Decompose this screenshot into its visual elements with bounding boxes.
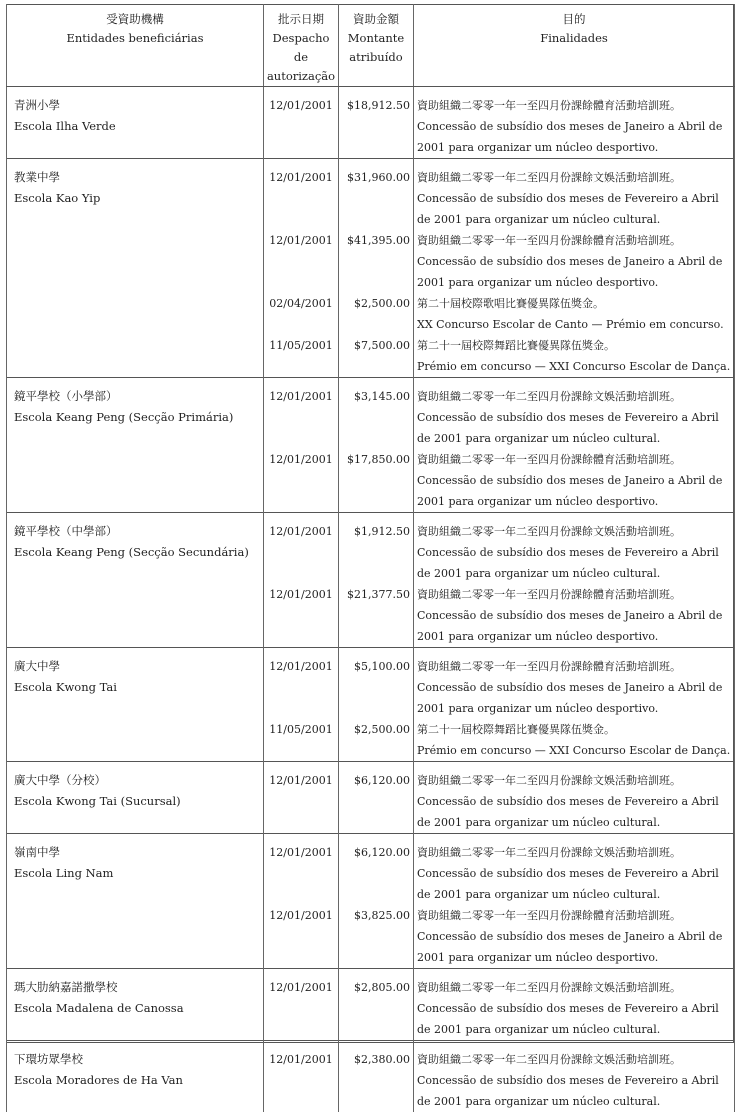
amount-cell [339, 513, 414, 648]
grant-date: 12/01/2001 [264, 87, 338, 158]
grant-purpose [414, 719, 734, 761]
grant-purpose [414, 87, 734, 158]
purpose-line: 資助組織二零零一年一至四月份課餘體育活動培訓班。 [417, 905, 732, 926]
purpose-line: 2001 para organizar um núcleo desportivo. [417, 491, 732, 512]
table-header [7, 4, 735, 87]
entity-name [7, 87, 263, 137]
grant-amount: $2,380.00 [339, 1041, 413, 1112]
grant-amount: $1,912.50 [339, 513, 413, 584]
purpose-cell [414, 159, 735, 378]
purpose-line: Concessão de subsídio dos meses de Fevereiro a Abril [417, 542, 732, 563]
grant-purpose [414, 159, 734, 230]
table-row [7, 969, 735, 1041]
grant-date: 12/01/2001 [264, 905, 338, 968]
grant-amount: $18,912.50 [339, 87, 413, 158]
grant-purpose [414, 230, 734, 293]
table-row [7, 648, 735, 762]
grant-date: 12/01/2001 [264, 969, 338, 1040]
amount-cell [339, 834, 414, 969]
purpose-line: 2001 para organizar um núcleo desportivo. [417, 947, 732, 968]
grant-amount: $21,377.50 [339, 584, 413, 647]
entity-cell [7, 159, 264, 378]
entity-name [7, 513, 263, 563]
purpose-line: 資助組織二零零一年二至四月份課餘文娛活動培訓班。 [417, 977, 732, 998]
date-cell [264, 513, 339, 648]
grant-amount: $2,500.00 [339, 293, 413, 335]
purpose-cell [414, 762, 735, 834]
purpose-line: 2001 para organizar um núcleo desportivo. [417, 626, 732, 647]
purpose-line: Concessão de subsídio dos meses de Fevereiro a Abril [417, 407, 732, 428]
table-row [7, 87, 735, 159]
entity-name-pt: Escola Ling Nam [14, 863, 263, 884]
entity-cell [7, 1041, 264, 1112]
date-cell [264, 834, 339, 969]
purpose-line: 資助組織二零零一年一至四月份課餘體育活動培訓班。 [417, 230, 732, 251]
grant-date: 12/01/2001 [264, 378, 338, 449]
entity-name-zh: 鏡平學校（中學部） [14, 521, 263, 542]
grant-date: 02/04/2001 [264, 293, 338, 335]
entity-name-pt: Escola Kao Yip [14, 188, 263, 209]
purpose-line: 資助組織二零零一年一至四月份課餘體育活動培訓班。 [417, 449, 732, 470]
table-row [7, 159, 735, 378]
purpose-line: XX Concurso Escolar de Canto — Prémio em concurso. [417, 314, 732, 335]
amount-cell [339, 159, 414, 378]
date-cell [264, 762, 339, 834]
purpose-line: 資助組織二零零一年一至四月份課餘體育活動培訓班。 [417, 656, 732, 677]
grant-amount: $6,120.00 [339, 834, 413, 905]
header-entity: 受資助機構 Entidades beneficiárias [7, 4, 264, 87]
grant-purpose [414, 905, 734, 968]
entity-name [7, 762, 263, 812]
grant-amount: $3,145.00 [339, 378, 413, 449]
grant-date: 12/01/2001 [264, 513, 338, 584]
purpose-line: 資助組織二零零一年二至四月份課餘文娛活動培訓班。 [417, 770, 732, 791]
grant-purpose [414, 293, 734, 335]
grant-purpose [414, 648, 734, 719]
grant-amount: $17,850.00 [339, 449, 413, 512]
purpose-cell [414, 378, 735, 513]
amount-cell [339, 648, 414, 762]
purpose-line: 資助組織二零零一年一至四月份課餘體育活動培訓班。 [417, 95, 732, 116]
table-row [7, 513, 735, 648]
purpose-line: Concessão de subsídio dos meses de Fevereiro a Abril [417, 998, 732, 1019]
purpose-line: Concessão de subsídio dos meses de Janeiro a Abril de [417, 677, 732, 698]
amount-cell [339, 87, 414, 159]
purpose-cell [414, 513, 735, 648]
purpose-line: Concessão de subsídio dos meses de Janeiro a Abril de [417, 116, 732, 137]
date-cell [264, 159, 339, 378]
grant-amount: $6,120.00 [339, 762, 413, 833]
purpose-line: 資助組織二零零一年二至四月份課餘文娛活動培訓班。 [417, 521, 732, 542]
purpose-cell [414, 648, 735, 762]
date-cell [264, 969, 339, 1041]
entity-name [7, 648, 263, 698]
date-cell [264, 87, 339, 159]
grant-amount: $41,395.00 [339, 230, 413, 293]
entity-name-pt: Escola Kwong Tai (Sucursal) [14, 791, 263, 812]
entity-name-zh: 廣大中學 [14, 656, 263, 677]
purpose-cell [414, 1041, 735, 1112]
purpose-line: 第二十一屆校際舞蹈比賽優異隊伍獎金。 [417, 335, 732, 356]
purpose-line: de 2001 para organizar um núcleo cultural. [417, 1091, 732, 1112]
purpose-line: 資助組織二零零一年二至四月份課餘文娛活動培訓班。 [417, 1049, 732, 1070]
grant-date: 12/01/2001 [264, 762, 338, 833]
grant-date: 12/01/2001 [264, 1041, 338, 1112]
entity-name-zh: 瑪大肋納嘉諾撒學校 [14, 977, 263, 998]
header-amount: 資助金額 Montante atribuído [339, 4, 414, 87]
grant-date: 11/05/2001 [264, 719, 338, 761]
header-date: 批示日期 Despacho de autorização [264, 4, 339, 87]
amount-cell [339, 1041, 414, 1112]
purpose-line: Concessão de subsídio dos meses de Fevereiro a Abril [417, 1070, 732, 1091]
purpose-line: 2001 para organizar um núcleo desportivo. [417, 272, 732, 293]
grant-date: 12/01/2001 [264, 230, 338, 293]
entity-name-pt: Escola Moradores de Ha Van [14, 1070, 263, 1091]
grant-purpose [414, 762, 734, 833]
purpose-line: 2001 para organizar um núcleo desportivo. [417, 137, 732, 158]
grant-date: 12/01/2001 [264, 584, 338, 647]
date-cell [264, 378, 339, 513]
entity-name-pt: Escola Ilha Verde [14, 116, 263, 137]
entity-name-zh: 下環坊眾學校 [14, 1049, 263, 1070]
purpose-line: 資助組織二零零一年二至四月份課餘文娛活動培訓班。 [417, 386, 732, 407]
date-cell [264, 1041, 339, 1112]
entity-name [7, 1041, 263, 1091]
entity-name-zh: 廣大中學（分校） [14, 770, 263, 791]
entity-name-zh: 教業中學 [14, 167, 263, 188]
grant-amount: $2,805.00 [339, 969, 413, 1040]
purpose-line: de 2001 para organizar um núcleo cultural. [417, 563, 732, 584]
purpose-line: Concessão de subsídio dos meses de Janeiro a Abril de [417, 470, 732, 491]
entity-cell [7, 648, 264, 762]
date-cell [264, 648, 339, 762]
grant-amount: $7,500.00 [339, 335, 413, 377]
grant-date: 11/05/2001 [264, 335, 338, 377]
table-row [7, 762, 735, 834]
entity-name [7, 159, 263, 209]
purpose-line: de 2001 para organizar um núcleo cultural. [417, 1019, 732, 1040]
purpose-line: de 2001 para organizar um núcleo cultural. [417, 428, 732, 449]
entity-name-pt: Escola Kwong Tai [14, 677, 263, 698]
entity-name [7, 969, 263, 1019]
entity-cell [7, 834, 264, 969]
entity-cell [7, 87, 264, 159]
purpose-line: 資助組織二零零一年二至四月份課餘文娛活動培訓班。 [417, 167, 732, 188]
grant-purpose [414, 378, 734, 449]
purpose-line: Concessão de subsídio dos meses de Janeiro a Abril de [417, 926, 732, 947]
purpose-line: 2001 para organizar um núcleo desportivo. [417, 698, 732, 719]
purpose-line: de 2001 para organizar um núcleo cultural. [417, 884, 732, 905]
grant-purpose [414, 513, 734, 584]
purpose-line: Concessão de subsídio dos meses de Fevereiro a Abril [417, 791, 732, 812]
purpose-line: 第二十屆校際歌唱比賽優異隊伍獎金。 [417, 293, 732, 314]
table-row [7, 834, 735, 969]
header-purpose: 目的 Finalidades [414, 4, 735, 87]
entity-name-zh: 青洲小學 [14, 95, 263, 116]
entity-name [7, 834, 263, 884]
entity-cell [7, 969, 264, 1041]
grants-table [6, 4, 735, 1112]
purpose-line: Prémio em concurso — XXI Concurso Escolar de Dança. [417, 740, 732, 761]
entity-name-pt: Escola Keang Peng (Secção Primária) [14, 407, 263, 428]
grant-date: 12/01/2001 [264, 159, 338, 230]
amount-cell [339, 378, 414, 513]
grant-amount: $2,500.00 [339, 719, 413, 761]
purpose-cell [414, 87, 735, 159]
grant-purpose [414, 335, 734, 377]
purpose-cell [414, 969, 735, 1041]
entity-name-pt: Escola Madalena de Canossa [14, 998, 263, 1019]
purpose-line: 資助組織二零零一年一至四月份課餘體育活動培訓班。 [417, 584, 732, 605]
grant-date: 12/01/2001 [264, 449, 338, 512]
grant-amount: $31,960.00 [339, 159, 413, 230]
purpose-line: Concessão de subsídio dos meses de Fevereiro a Abril [417, 188, 732, 209]
grant-amount: $3,825.00 [339, 905, 413, 968]
amount-cell [339, 969, 414, 1041]
purpose-line: 資助組織二零零一年二至四月份課餘文娛活動培訓班。 [417, 842, 732, 863]
grant-date: 12/01/2001 [264, 648, 338, 719]
purpose-line: Concessão de subsídio dos meses de Fevereiro a Abril [417, 863, 732, 884]
purpose-line: 第二十一屆校際舞蹈比賽優異隊伍獎金。 [417, 719, 732, 740]
entity-cell [7, 762, 264, 834]
grant-purpose [414, 834, 734, 905]
entity-cell [7, 513, 264, 648]
entity-name-pt: Escola Keang Peng (Secção Secundária) [14, 542, 263, 563]
table-row [7, 1041, 735, 1112]
entity-name [7, 378, 263, 428]
grant-purpose [414, 969, 734, 1040]
entity-name-zh: 鏡平學校（小學部） [14, 386, 263, 407]
grant-purpose [414, 1041, 734, 1112]
grant-purpose [414, 449, 734, 512]
amount-cell [339, 762, 414, 834]
entity-cell [7, 378, 264, 513]
purpose-line: de 2001 para organizar um núcleo cultural. [417, 209, 732, 230]
grant-date: 12/01/2001 [264, 834, 338, 905]
purpose-line: Prémio em concurso — XXI Concurso Escolar de Dança. [417, 356, 732, 377]
purpose-line: Concessão de subsídio dos meses de Janeiro a Abril de [417, 251, 732, 272]
grant-purpose [414, 584, 734, 647]
purpose-cell [414, 834, 735, 969]
grant-amount: $5,100.00 [339, 648, 413, 719]
table-row [7, 378, 735, 513]
entity-name-zh: 嶺南中學 [14, 842, 263, 863]
purpose-line: Concessão de subsídio dos meses de Janeiro a Abril de [417, 605, 732, 626]
purpose-line: de 2001 para organizar um núcleo cultural. [417, 812, 732, 833]
